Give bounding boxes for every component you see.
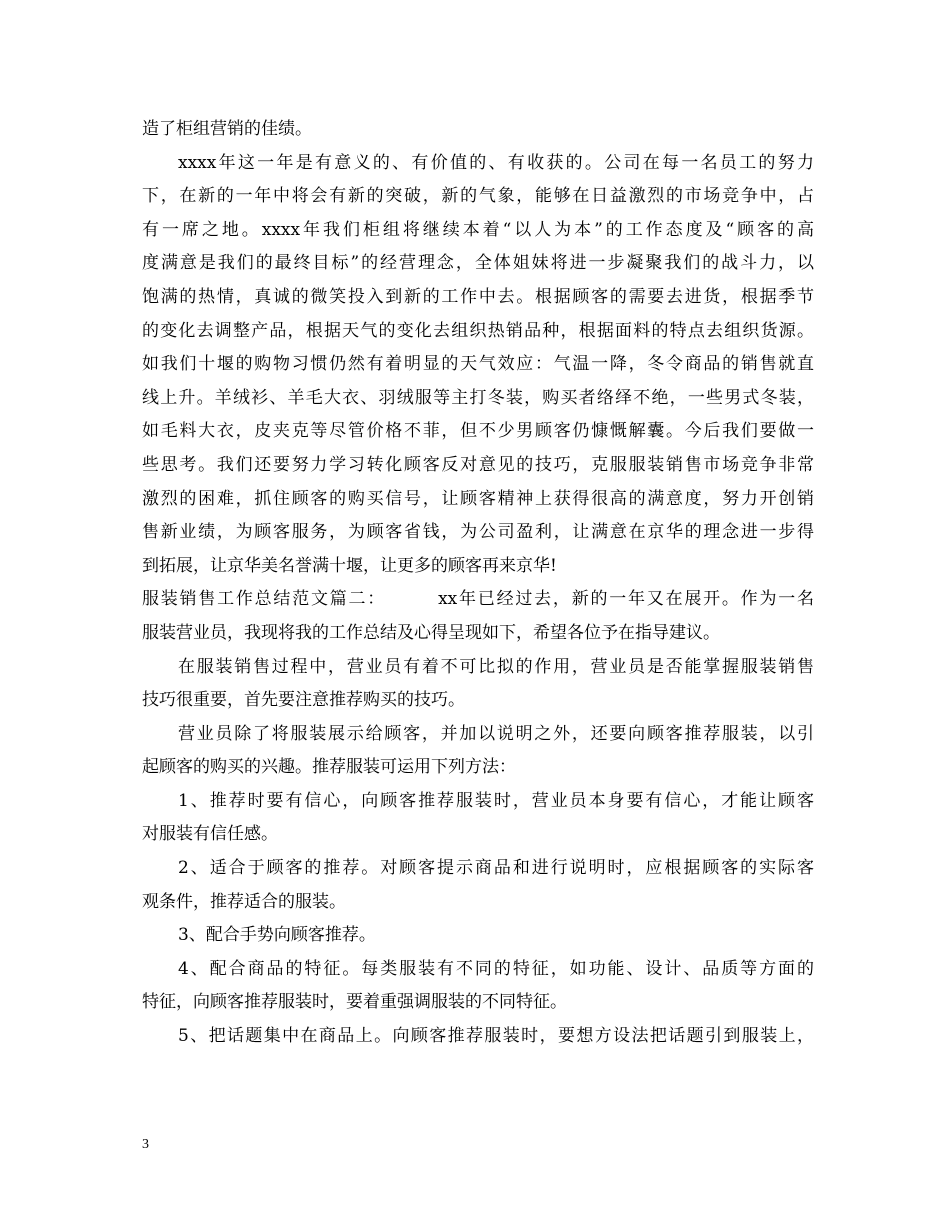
text-line: 4、配合商品的特征。每类服装有不同的特征，如功能、设计、品质等方面的 — [178, 958, 814, 979]
text-line: 营业员除了将服装展示给顾客，并加以说明之外，还要向顾客推荐服装，以引 — [178, 723, 814, 744]
text-line: 2、适合于顾客的推荐。对顾客提示商品和进行说明时，应根据顾客的实际客 — [178, 858, 814, 879]
text-line: 售新业绩，为顾客服务，为顾客省钱，为公司盈利，让满意在京华的理念进一步得 — [142, 522, 814, 543]
text-line: 3、配合手势向顾客推荐。 — [178, 925, 376, 946]
text-line: 起顾客的购买的兴趣。推荐服装可运用下列方法： — [142, 757, 516, 778]
text-line: xxxx年这一年是有意义的、有价值的、有收获的。公司在每一名员工的努力 — [178, 152, 814, 173]
text-line: 有一席之地。xxxx年我们柜组将继续本着“以人为本”的工作态度及“顾客的高 — [142, 219, 814, 240]
text-line: 在服装销售过程中，营业员有着不可比拟的作用，营业员是否能掌握服装销售 — [178, 656, 814, 677]
text-line: 度满意是我们的最终目标”的经营理念，全体姐妹将进一步凝聚我们的战斗力，以 — [142, 253, 814, 274]
text-line: 5、把话题集中在商品上。向顾客推荐服装时，要想方设法把话题引到服装上， — [178, 1026, 814, 1047]
text-line: 线上升。羊绒衫、羊毛大衣、羽绒服等主打冬装，购买者络绎不绝，一些男式冬装， — [142, 387, 814, 408]
text-span: xx年已经过去，新的一年又在展开。作为一名 — [438, 589, 814, 610]
text-line: 如毛料大衣，皮夹克等尽管价格不菲，但不少男顾客仍慷慨解囊。今后我们要做一 — [142, 421, 814, 442]
text-line: 1、推荐时要有信心，向顾客推荐服装时，营业员本身要有信心，才能让顾客 — [178, 790, 814, 811]
text-line: 饱满的热情，真诚的微笑投入到新的工作中去。根据顾客的需要去进货，根据季节 — [142, 286, 814, 307]
document-body — [142, 113, 814, 1054]
text-line: 技巧很重要，首先要注意推荐购买的技巧。 — [142, 690, 465, 711]
page-number: 3 — [142, 1137, 149, 1152]
text-line: 特征，向顾客推荐服装时，要着重强调服装的不同特征。 — [142, 992, 567, 1013]
text-line: 到拓展，让京华美名誉满十堰，让更多的顾客再来京华! — [142, 555, 557, 576]
section-heading: 服装销售工作总结范文篇二： — [142, 589, 387, 610]
text-line: 些思考。我们还要努力学习转化顾客反对意见的技巧，克服服装销售市场竞争非常 — [142, 454, 814, 475]
text-line — [142, 583, 814, 617]
text-line: 观条件，推荐适合的服装。 — [142, 891, 346, 912]
text-line: 的变化去调整产品，根据天气的变化去组织热销品种，根据面料的特点去组织货源。 — [142, 320, 814, 341]
text-line: 下，在新的一年中将会有新的突破，新的气象，能够在日益激烈的市场竞争中，占 — [142, 186, 814, 207]
text-line: 激烈的困难，抓住顾客的购买信号，让顾客精神上获得很高的满意度，努力开创销 — [142, 488, 814, 509]
text-line: 对服装有信任感。 — [142, 824, 278, 845]
text-line: 如我们十堰的购物习惯仍然有着明显的天气效应：气温一降，冬令商品的销售就直 — [142, 354, 814, 375]
text-line: 造了柜组营销的佳绩。 — [142, 119, 312, 139]
text-line: 服装营业员，我现将我的工作总结及心得呈现如下，希望各位予在指导建议。 — [142, 622, 720, 643]
